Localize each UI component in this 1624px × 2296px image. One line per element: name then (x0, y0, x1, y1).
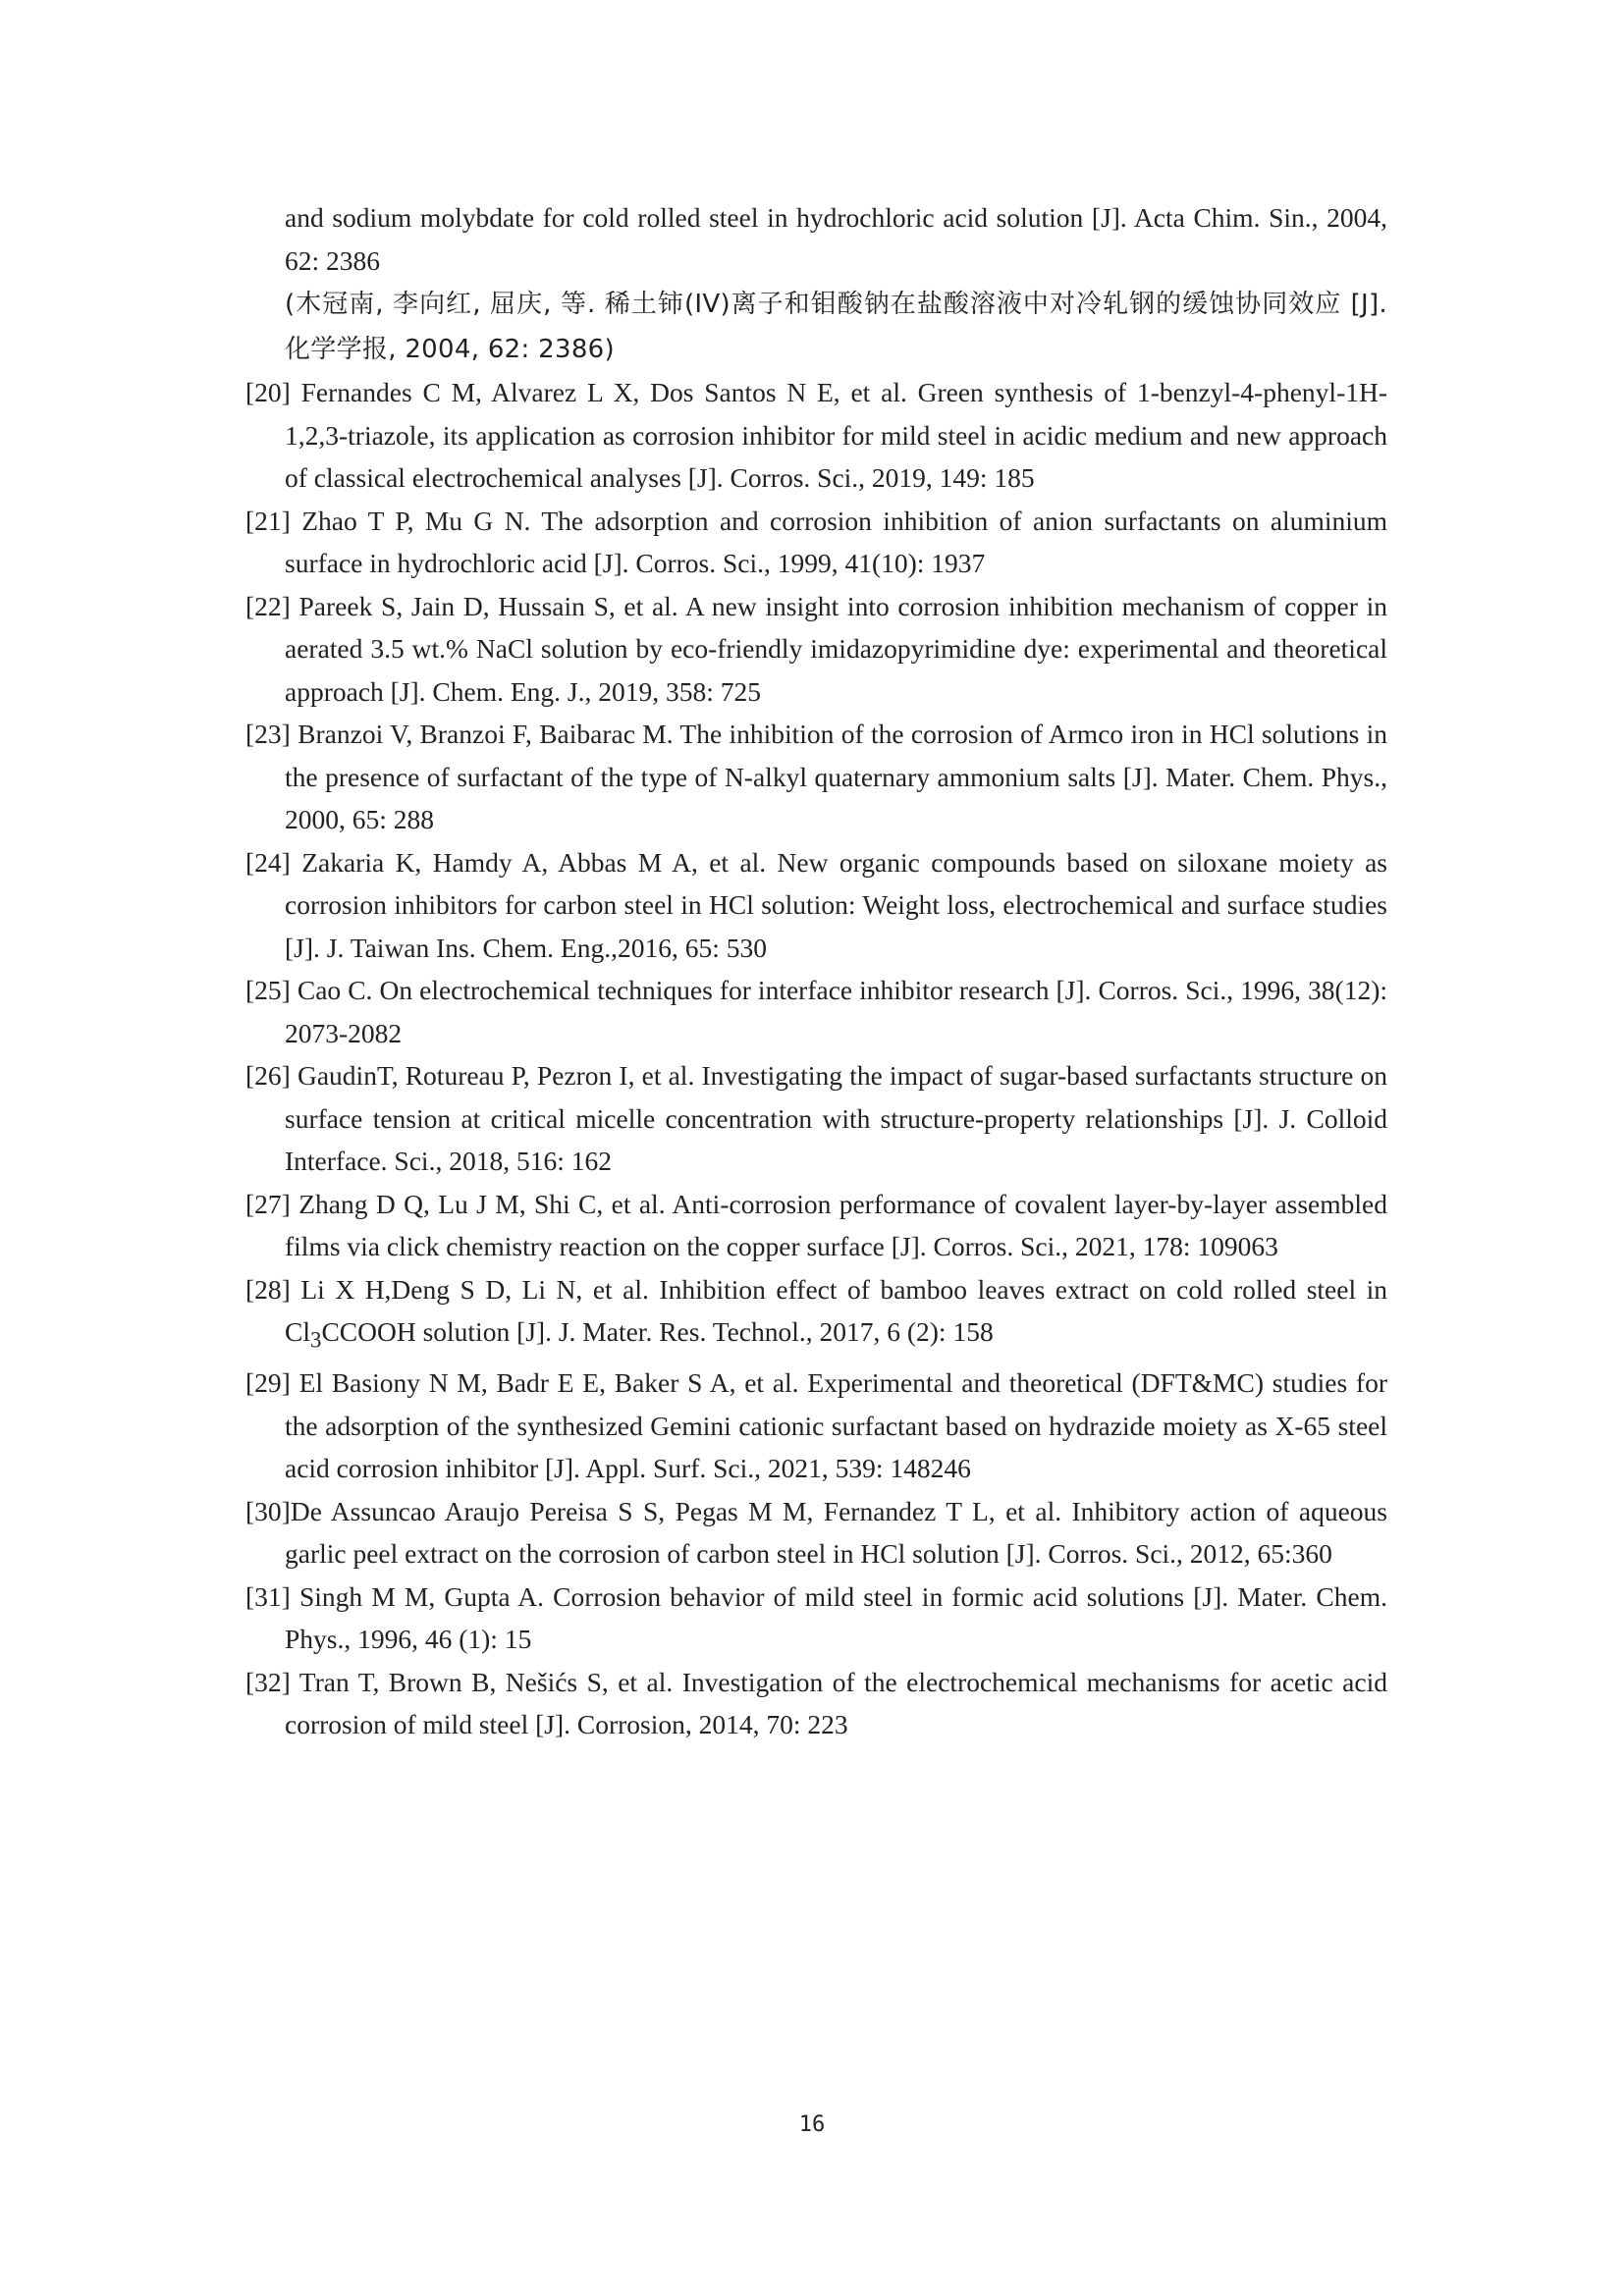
reference-item-21 (245, 500, 1387, 585)
reference-item-27 (245, 1183, 1387, 1268)
reference-text: Singh M M, Gupta A. Corrosion behavior of mild steel in formic acid solutions [J]. Mater. Chem. Phys., 1996, 46 (1): 15 (285, 1580, 1387, 1654)
reference-label: [29] (245, 1367, 291, 1398)
reference-item-23 (245, 713, 1387, 841)
reference-label: [20] (245, 377, 291, 407)
reference-text: Cao C. On electrochemical techniques for interface inhibitor research [J]. Corros. Sci., 1996, 38(12): 2073-2082 (285, 975, 1388, 1048)
reference-text: Li X H,Deng S D, Li N, et al. Inhibition effect of bamboo leaves extract on cold rolled steel in Cl (285, 1273, 1387, 1347)
reference-subscript: 3 (309, 1327, 322, 1353)
reference-item-28 (245, 1268, 1387, 1362)
reference-label: [26] (245, 1060, 291, 1091)
reference-label: [31] (245, 1580, 291, 1612)
reference-label: [32] (245, 1666, 291, 1697)
reference-text: GaudinT, Rotureau P, Pezron I, et al. Investigating the impact of sugar-based surfactants structure on surface tension at critical micelle concentration with structure-property relationships [J]. J. Colloid Interface. Sci., 2018, 516: 162 (285, 1060, 1388, 1176)
reference-item-24 (245, 841, 1387, 970)
reference-item-29 (245, 1362, 1387, 1490)
reference-text: El Basiony N M, Badr E E, Baker S A, et al. Experimental and theoretical (DFT&MC) studies for the adsorption of the synthesized Gemini cationic surfactant based on hydrazide moiety as X-65 steel acid corrosion inhibitor [J]. Appl. Surf. Sci., 2021, 539: 148246 (285, 1367, 1387, 1483)
reference-item-22 (245, 585, 1387, 714)
reference-text: Tran T, Brown B, Nešićs S, et al. Investigation of the electrochemical mechanisms for acetic acid corrosion of mild steel [J]. Corrosion, 2014, 70: 223 (285, 1666, 1387, 1739)
reference-label: [21] (245, 505, 291, 536)
reference-text-continued: CCOOH solution [J]. J. Mater. Res. Technol., 2017, 6 (2): 158 (321, 1316, 994, 1347)
reference-text: Zhang D Q, Lu J M, Shi C, et al. Anti-corrosion performance of covalent layer-by-layer assembled films via click chemistry reaction on the copper surface [J]. Corros. Sci., 2021, 178: 109063 (285, 1188, 1387, 1261)
reference-text: Zakaria K, Hamdy A, Abbas M A, et al. New organic compounds based on siloxane moiety as corrosion inhibitors for carbon steel in HCl solution: Weight loss, electrochemical and surface studies [J]. J. Taiwan Ins. Chem. Eng.,2016, 65: 530 (285, 846, 1387, 963)
reference-item-30 (245, 1490, 1387, 1575)
reference-label: [28] (245, 1273, 291, 1305)
reference-text: Zhao T P, Mu G N. The adsorption and corrosion inhibition of anion surfactants on aluminium surface in hydrochloric acid [J]. Corros. Sci., 1999, 41(10): 1937 (285, 505, 1388, 578)
reference-label: [22] (245, 590, 291, 621)
reference-text: Fernandes C M, Alvarez L X, Dos Santos N E, et al. Green synthesis of 1-benzyl-4-phenyl-1H-1,2,3-triazole, its application as corrosion inhibitor for mild steel in acidic medium and new approach of classical electrochemical analyses [J]. Corros. Sci., 2019, 149: 185 (285, 377, 1387, 493)
reference-continuation (245, 196, 1387, 282)
reference-label: [24] (245, 846, 291, 878)
reference-label: [30] (245, 1495, 291, 1526)
reference-list (245, 196, 1387, 1746)
reference-item-31 (245, 1575, 1387, 1661)
reference-text: Pareek S, Jain D, Hussain S, et al. A new insight into corrosion inhibition mechanism of copper in aerated 3.5 wt.% NaCl solution by eco-friendly imidazopyrimidine dye: experimental and theoretical approach [J]. Chem. Eng. J., 2019, 358: 725 (285, 590, 1387, 707)
reference-label: [23] (245, 719, 291, 749)
reference-item-25 (245, 969, 1387, 1054)
reference-continuation-text: and sodium molybdate for cold rolled steel in hydrochloric acid solution [J]. Acta Chim. Sin., 2004, 62: 2386 (285, 202, 1387, 276)
reference-label: [25] (245, 975, 291, 1005)
reference-text: De Assuncao Araujo Pereisa S S, Pegas M M, Fernandez T L, et al. Inhibitory action of aqueous garlic peel extract on the corrosion of carbon steel in HCl solution [J]. Corros. Sci., 2012, 65:360 (285, 1495, 1387, 1569)
reference-continuation-chinese (245, 282, 1387, 371)
reference-item-32 (245, 1661, 1387, 1746)
reference-text: Branzoi V, Branzoi F, Baibarac M. The inhibition of the corrosion of Armco iron in HCl solutions in the presence of surfactant of the type of N-alkyl quaternary ammonium salts [J]. Mater. Chem. Phys., 2000, 65: 288 (285, 719, 1387, 834)
reference-continuation-chinese-text: (木冠南, 李向红, 屈庆, 等. 稀土铈(IV)离子和钼酸钠在盐酸溶液中对冷轧钢的缓蚀协同效应 [J]. 化学学报, 2004, 62: 2386) (285, 290, 1387, 364)
reference-item-26 (245, 1054, 1387, 1183)
page-number: 16 (798, 2112, 826, 2137)
reference-label: [27] (245, 1188, 291, 1219)
reference-item-20 (245, 371, 1387, 500)
